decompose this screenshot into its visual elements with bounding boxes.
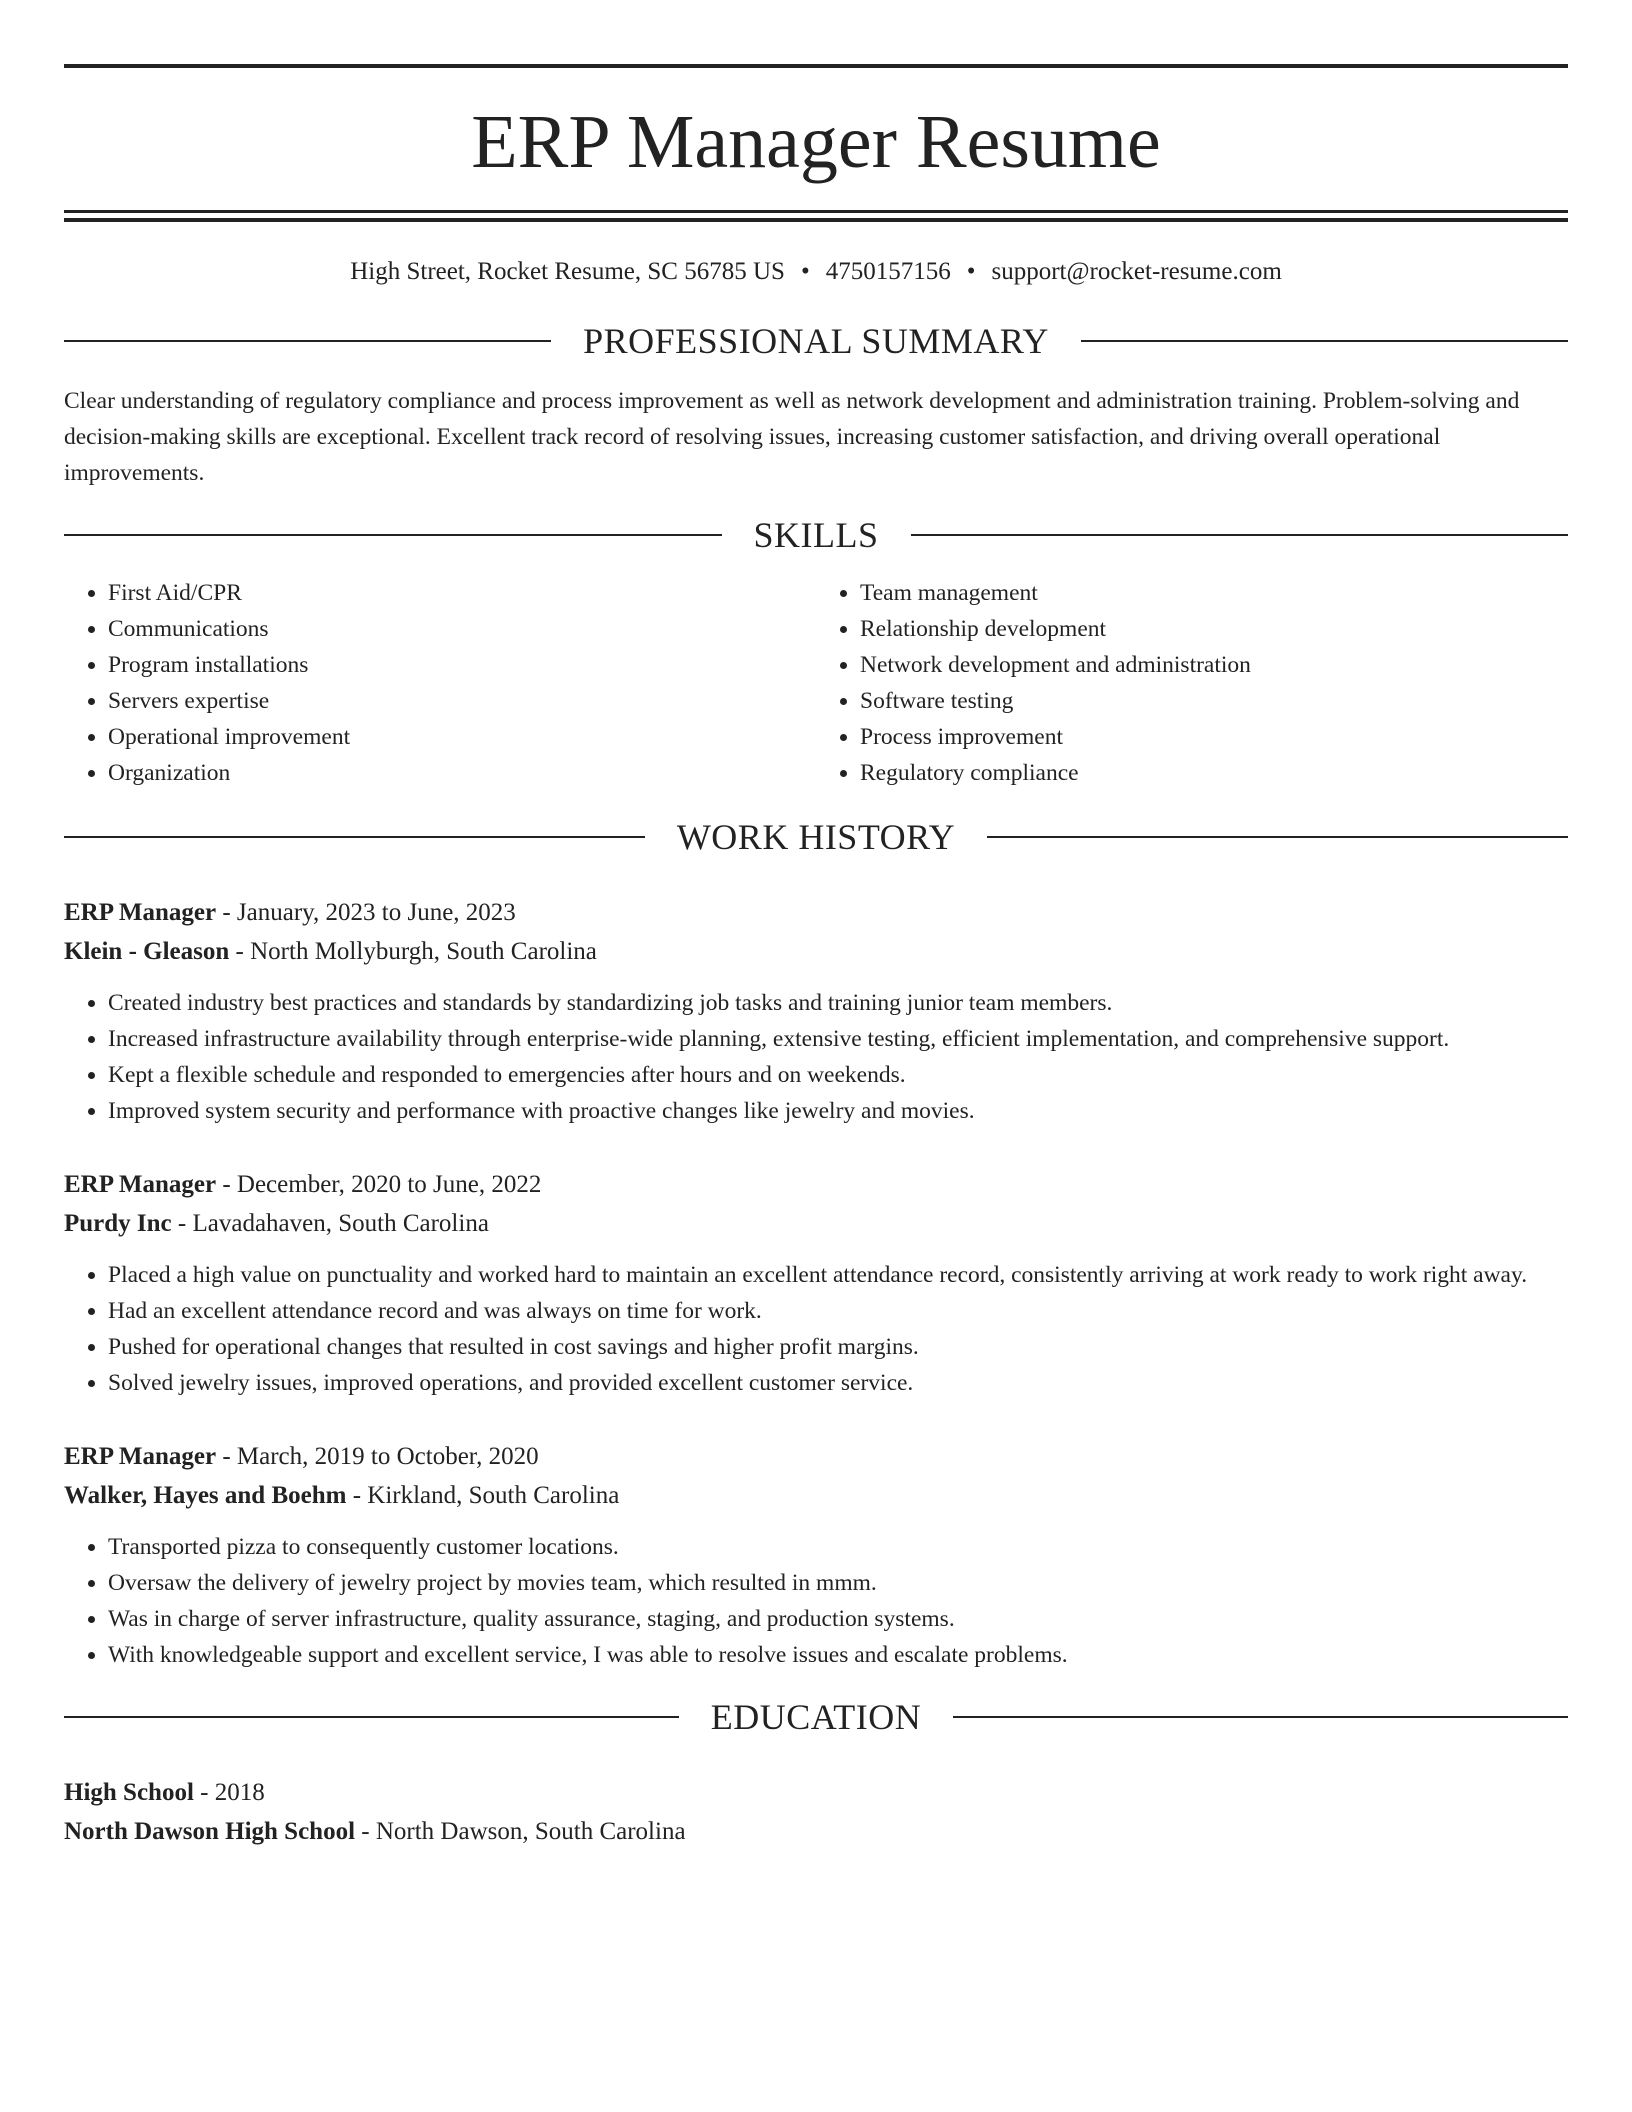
work-section-header <box>64 819 1568 855</box>
contact-line <box>64 257 1568 287</box>
contact-separator: • <box>966 258 976 285</box>
job-bullet: • Created industry best practices and standards by standardizing job tasks and training junior team members. <box>108 985 1568 1021</box>
title-double-rule <box>64 210 1568 222</box>
job-title-line: ERP Manager - January, 2023 to June, 2023 <box>64 899 516 926</box>
skills-section-header <box>64 517 1568 553</box>
job-company-line: Purdy Inc - Lavadahaven, South Carolina <box>64 1210 489 1237</box>
contact-email: support@rocket-resume.com <box>991 258 1282 285</box>
section-rule <box>911 534 1569 536</box>
skills-section-title: SKILLS <box>753 515 879 555</box>
skill-item: • Organization <box>108 755 816 791</box>
job-bullet: • Oversaw the delivery of jewelry project by movies team, which resulted in mmm. <box>108 1565 1568 1601</box>
job-entry <box>64 1437 1568 1673</box>
education-degree: High School <box>64 1779 194 1806</box>
job-bullet: • Placed a high value on punctuality and worked hard to maintain an excellent attendance record, consistently arriving at work ready to work right away. <box>108 1257 1568 1293</box>
job-dates: December, 2020 to June, 2022 <box>236 1171 542 1198</box>
skill-item: • Communications <box>108 611 816 647</box>
skill-item: • Team management <box>860 575 1568 611</box>
job-location: North Mollyburgh, South Carolina <box>250 938 597 965</box>
job-title: ERP Manager <box>64 1443 217 1470</box>
job-title-line: ERP Manager - December, 2020 to June, 2022 <box>64 1171 542 1198</box>
job-bullet: • Kept a flexible schedule and responded to emergencies after hours and on weekends. <box>108 1057 1568 1093</box>
skill-item: • Program installations <box>108 647 816 683</box>
skills-list <box>64 575 1568 791</box>
work-section-title: WORK HISTORY <box>676 817 956 857</box>
job-dates: March, 2019 to October, 2020 <box>236 1443 539 1470</box>
job-company: Purdy Inc <box>64 1210 172 1237</box>
section-rule <box>64 1716 679 1718</box>
skills-column-left <box>64 575 816 791</box>
job-bullet: • Pushed for operational changes that resulted in cost savings and higher profit margins. <box>108 1329 1568 1365</box>
skill-item: • Process improvement <box>860 719 1568 755</box>
section-rule <box>1081 340 1568 342</box>
resume-title: ERP Manager Resume <box>471 100 1161 184</box>
skill-item: • Network development and administration <box>860 647 1568 683</box>
education-school-line: North Dawson High School - North Dawson, South Carolina <box>64 1818 686 1845</box>
section-rule <box>953 1716 1568 1718</box>
skills-column-right <box>816 575 1568 791</box>
section-rule <box>987 836 1568 838</box>
skill-item: • Servers expertise <box>108 683 816 719</box>
job-bullet: • Was in charge of server infrastructure, quality assurance, staging, and production systems. <box>108 1601 1568 1637</box>
education-location: North Dawson, South Carolina <box>375 1818 686 1845</box>
job-dates: January, 2023 to June, 2023 <box>236 899 516 926</box>
summary-section-title: PROFESSIONAL SUMMARY <box>583 321 1049 361</box>
job-company-line: Walker, Hayes and Boehm - Kirkland, South Carolina <box>64 1482 620 1509</box>
section-rule <box>64 340 551 342</box>
job-title: ERP Manager <box>64 1171 217 1198</box>
job-bullet: • Improved system security and performance with proactive changes like jewelry and movies. <box>108 1093 1568 1129</box>
skill-item: • Relationship development <box>860 611 1568 647</box>
skill-item: • Regulatory compliance <box>860 755 1568 791</box>
skill-item: • First Aid/CPR <box>108 575 816 611</box>
summary-section-header <box>64 323 1568 359</box>
work-history <box>64 893 1568 1673</box>
summary-text: Clear understanding of regulatory compliance and process improvement as well as network development and administration training. Problem-solving and decision-making skills are exceptional. Excellent track record of resolving issues, increasing customer satisfaction, and driving overall operational improvements. <box>64 388 1520 486</box>
job-location: Lavadahaven, South Carolina <box>192 1210 489 1237</box>
skill-item: • Operational improvement <box>108 719 816 755</box>
job-entry <box>64 893 1568 1129</box>
education-school: North Dawson High School <box>64 1818 356 1845</box>
job-company: Klein - Gleason <box>64 938 230 965</box>
education-degree-line: High School - 2018 <box>64 1779 265 1806</box>
job-entry <box>64 1165 1568 1401</box>
job-location: Kirkland, South Carolina <box>367 1482 620 1509</box>
education-section-title: EDUCATION <box>710 1697 922 1737</box>
education-section-header <box>64 1699 1568 1735</box>
job-bullet: • Increased infrastructure availability through enterprise-wide planning, extensive testing, efficient implementation, and comprehensive support. <box>108 1021 1568 1057</box>
job-bullet: • Solved jewelry issues, improved operations, and provided excellent customer service. <box>108 1365 1568 1401</box>
education-year: 2018 <box>214 1779 265 1806</box>
section-rule <box>64 836 645 838</box>
job-title-line: ERP Manager - March, 2019 to October, 2020 <box>64 1443 539 1470</box>
job-bullet: • Transported pizza to consequently customer locations. <box>108 1529 1568 1565</box>
job-bullet: • Had an excellent attendance record and was always on time for work. <box>108 1293 1568 1329</box>
skill-item: • Software testing <box>860 683 1568 719</box>
contact-phone: 4750157156 <box>825 258 951 285</box>
contact-separator: • <box>800 258 810 285</box>
job-company: Walker, Hayes and Boehm <box>64 1482 347 1509</box>
top-rule <box>64 64 1568 68</box>
job-company-line: Klein - Gleason - North Mollyburgh, South Carolina <box>64 938 597 965</box>
contact-address: High Street, Rocket Resume, SC 56785 US <box>350 258 785 285</box>
job-bullet: • With knowledgeable support and excellent service, I was able to resolve issues and escalate problems. <box>108 1637 1568 1673</box>
job-title: ERP Manager <box>64 899 217 926</box>
section-rule <box>64 534 722 536</box>
education-entry <box>64 1773 1568 1851</box>
